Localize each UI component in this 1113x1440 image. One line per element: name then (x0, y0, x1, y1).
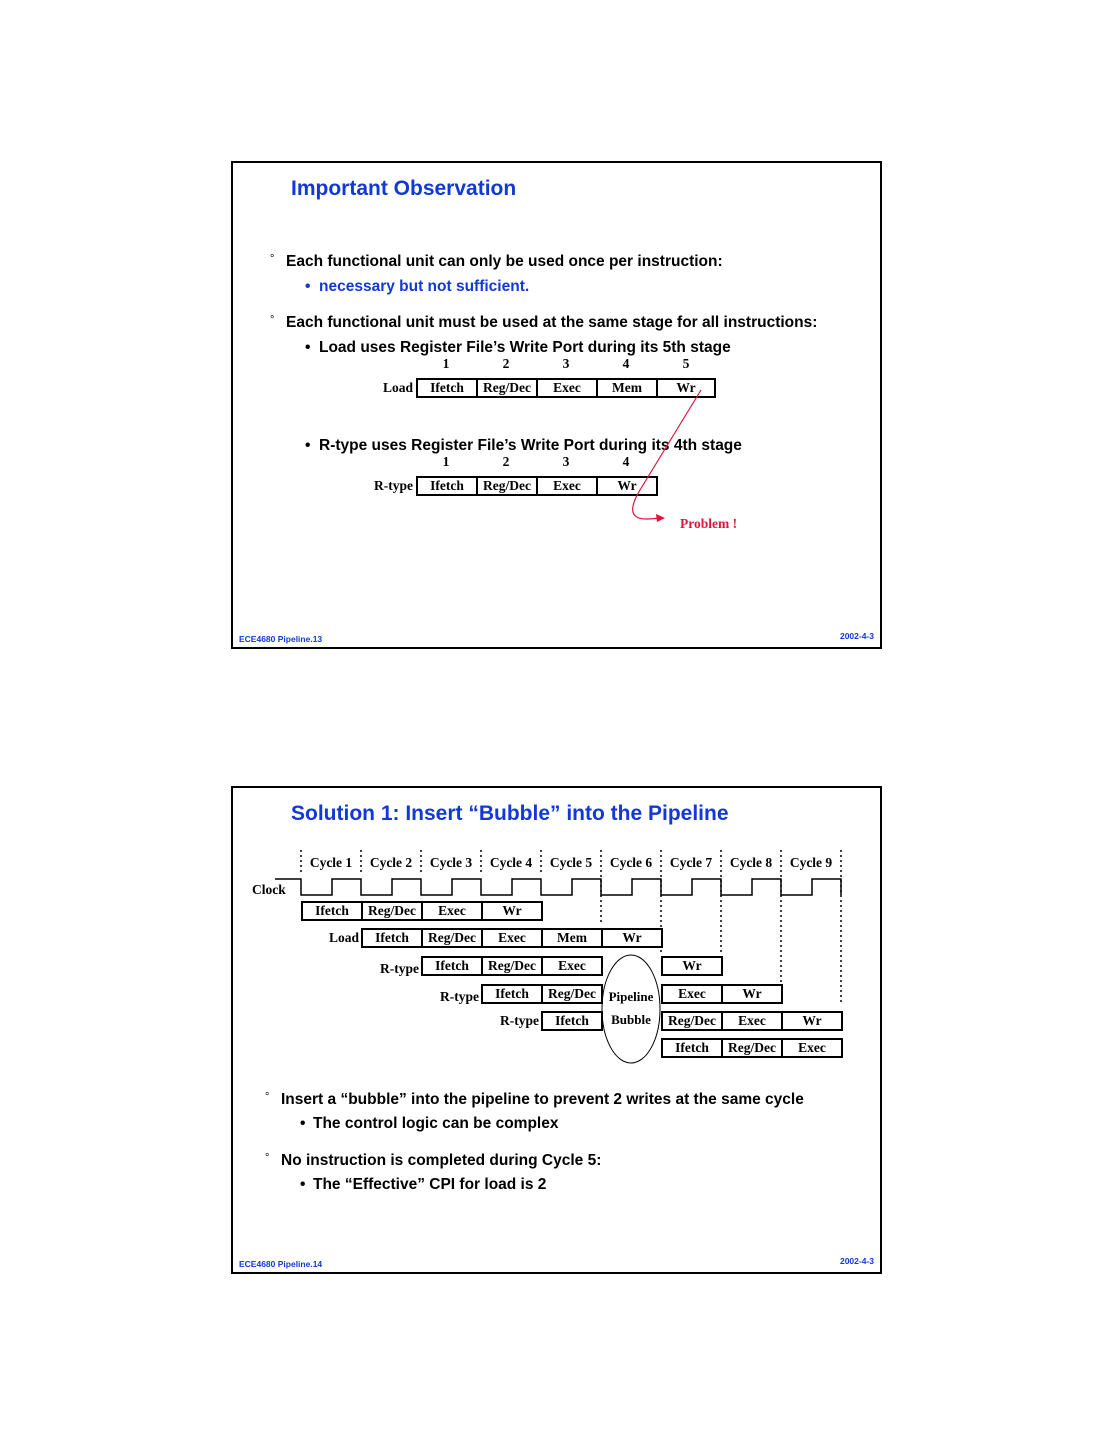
sub-bullet-marker: • (300, 1176, 306, 1193)
stage-box: Reg/Dec (481, 956, 543, 976)
stage-number: 2 (502, 356, 510, 371)
stage-box: Wr (601, 928, 663, 948)
stage-number: 3 (562, 356, 570, 371)
stage-box: Ifetch (541, 1011, 603, 1031)
cycle-label: Cycle 1 (309, 855, 353, 870)
stage-box: Mem (596, 378, 658, 398)
row-label: R-type (500, 1013, 539, 1028)
bullet-text: Insert a “bubble” into the pipeline to prevent 2 writes at the same cycle (281, 1091, 804, 1108)
sub-bullet-marker: • (300, 1115, 306, 1132)
bullet-text: Each functional unit can only be used once per instruction: (286, 253, 723, 270)
stage-box: Reg/Dec (541, 984, 603, 1004)
cycle-label: Cycle 7 (669, 855, 713, 870)
sub-bullet-marker: • (305, 278, 311, 295)
stage-box: Exec (781, 1038, 843, 1058)
stage-box: Wr (721, 984, 783, 1004)
bubble-label-line2: Bubble (611, 1012, 651, 1027)
sub-bullet-text: necessary but not sufficient. (319, 278, 530, 295)
cycle-label: Cycle 6 (609, 855, 653, 870)
sub-bullet-text: The “Effective” CPI for load is 2 (313, 1176, 547, 1193)
stage-number: 5 (682, 356, 690, 371)
stage-box: Exec (541, 956, 603, 976)
stage-box: Ifetch (361, 928, 423, 948)
cycle-label: Cycle 8 (729, 855, 773, 870)
sub-bullet-text: Load uses Register File’s Write Port during its 5th stage (319, 339, 731, 356)
sub-bullet-marker: • (305, 339, 311, 356)
stage-number: 1 (442, 356, 450, 371)
clock-label: Clock (252, 882, 286, 897)
row-label: R-type (380, 961, 419, 976)
sub-bullet-text: The control logic can be complex (313, 1115, 559, 1132)
bubble-label-line1: Pipeline (608, 989, 654, 1004)
stage-box: Ifetch (416, 378, 478, 398)
stage-box: Reg/Dec (661, 1011, 723, 1031)
stage-box: Reg/Dec (421, 928, 483, 948)
bullet-marker: ° (270, 253, 275, 265)
stage-box: Reg/Dec (476, 378, 538, 398)
footer-right: 2002-4-3 (839, 631, 874, 641)
stage-box: Exec (421, 901, 483, 921)
row-label: Load (382, 380, 413, 395)
footer-left: ECE4680 Pipeline.13 (239, 634, 323, 644)
stage-box: Ifetch (481, 984, 543, 1004)
stage-box: Ifetch (301, 901, 363, 921)
stage-box: Exec (536, 476, 598, 496)
stage-box: Reg/Dec (361, 901, 423, 921)
slide-title: Important Observation (291, 177, 517, 200)
bullet-marker: ° (270, 314, 275, 326)
stage-box: Reg/Dec (721, 1038, 783, 1058)
cycle-label: Cycle 2 (369, 855, 413, 870)
cycle-label: Cycle 4 (489, 855, 533, 870)
cycle-label: Cycle 5 (549, 855, 593, 870)
stage-box: Wr (596, 476, 658, 496)
row-label: R-type (374, 478, 413, 493)
stage-box: Exec (661, 984, 723, 1004)
stage-box: Mem (541, 928, 603, 948)
stage-box: Ifetch (416, 476, 478, 496)
sub-bullet-marker: • (305, 437, 311, 454)
stage-box: Ifetch (421, 956, 483, 976)
sub-bullet-text: R-type uses Register File’s Write Port during its 4th stage (319, 437, 742, 454)
stage-number: 3 (562, 454, 570, 469)
stage-number: 2 (502, 454, 510, 469)
stage-box: Exec (481, 928, 543, 948)
bullet-marker: ° (265, 1091, 270, 1103)
footer-left: ECE4680 Pipeline.14 (239, 1259, 323, 1269)
stage-number: 4 (622, 356, 630, 371)
stage-box: Exec (536, 378, 598, 398)
row-label: R-type (440, 989, 479, 1004)
stage-box: Wr (781, 1011, 843, 1031)
stage-box: Reg/Dec (476, 476, 538, 496)
stage-box: Wr (481, 901, 543, 921)
stage-box: Exec (721, 1011, 783, 1031)
stage-number: 1 (442, 454, 450, 469)
stage-box: Ifetch (661, 1038, 723, 1058)
bullet-marker: ° (265, 1152, 270, 1164)
row-label: Load (328, 930, 359, 945)
bullet-text: Each functional unit must be used at the same stage for all instructions: (286, 314, 818, 331)
cycle-label: Cycle 9 (789, 855, 833, 870)
stage-box: Wr (656, 378, 716, 398)
clock-signal (275, 879, 841, 895)
cycle-label: Cycle 3 (429, 855, 473, 870)
footer-right: 2002-4-3 (839, 1256, 874, 1266)
bullet-text: No instruction is completed during Cycle 5: (281, 1152, 602, 1169)
slide-title: Solution 1: Insert “Bubble” into the Pipeline (291, 802, 729, 825)
stage-box: Wr (661, 956, 723, 976)
problem-label: Problem ! (680, 516, 738, 531)
stage-number: 4 (622, 454, 630, 469)
